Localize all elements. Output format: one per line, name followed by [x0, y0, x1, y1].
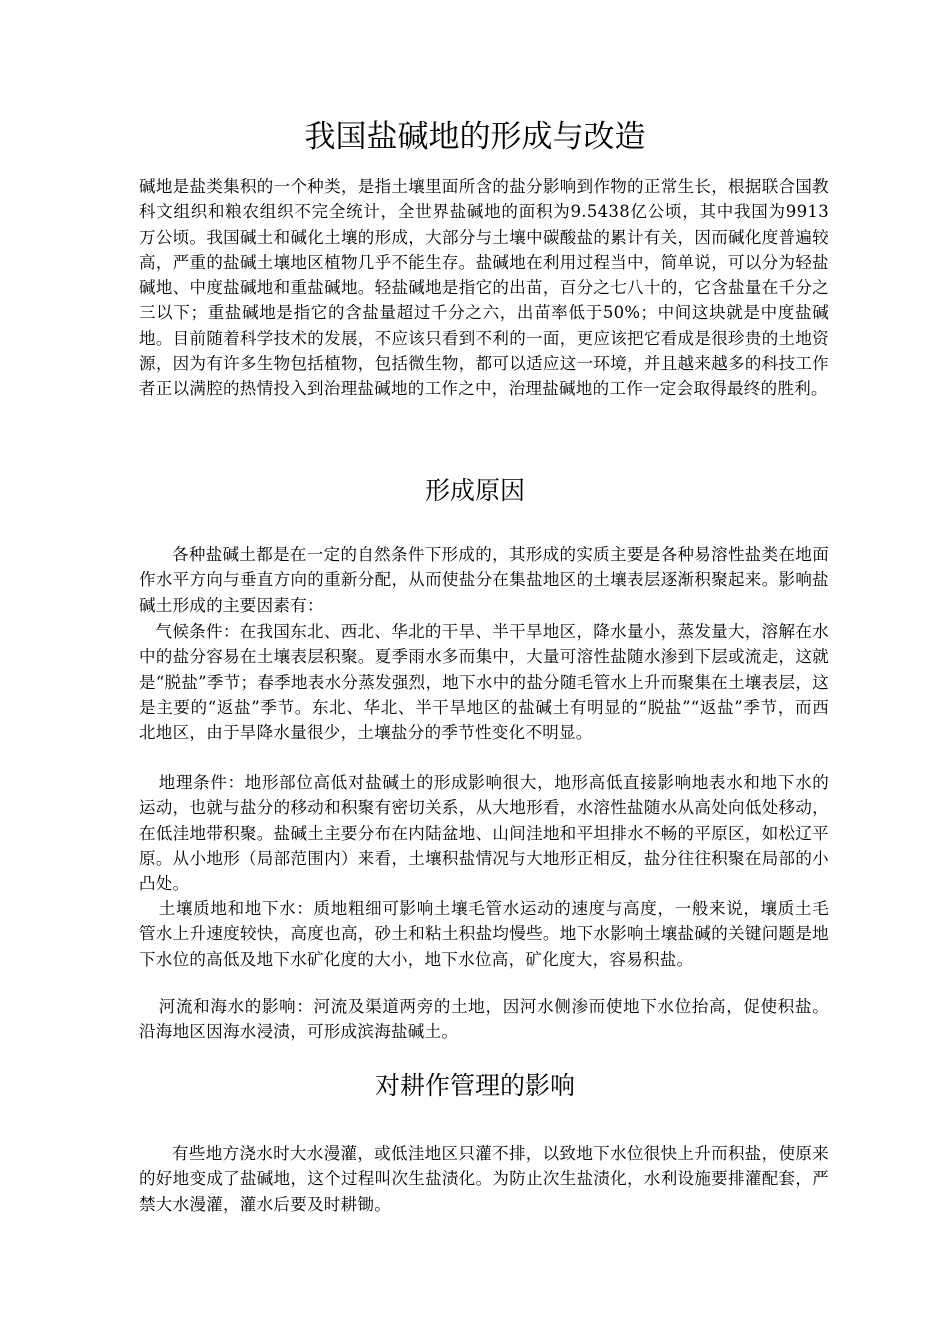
formation-overview-paragraph: 各种盐碱土都是在一定的自然条件下形成的，其形成的实质主要是各种易溶性盐类在地面作水平方向与垂直方向的重新分配，从而使盐分在集盐地区的土壤表层逐渐积聚起来。影响盐碱土形成的主要因素有：: [139, 545, 829, 615]
section-heading-farming-impact: 对耕作管理的影响: [374, 1071, 575, 1100]
climate-conditions-paragraph: 气候条件：在我国东北、西北、华北的干旱、半干旱地区，降水量小，蒸发量大，溶解在水中的盐分容易在土壤表层积聚。夏季雨水多而集中，大量可溶性盐随水渗到下层或流走，这就是“脱盐”季节；春季地表水分蒸发强烈，地下水中的盐分随毛管水上升而聚集在土壤表层，这是主要的“返盐”季节。东北、华北、半干旱地区的盐碱土有明显的“脱盐”“返盐”季节，而西北地区，由于旱降水量很少，土壤盐分的季节性变化不明显。: [139, 622, 829, 743]
farming-impact-paragraph: 有些地方浇水时大水漫灌，或低洼地区只灌不排，以致地下水位很快上升而积盐，使原来的好地变成了盐碱地，这个过程叫次生盐渍化。为防止次生盐渍化，水利设施要排灌配套，严禁大水漫灌，灌水后要及时耕锄。: [139, 1144, 829, 1214]
section-heading-formation-causes: 形成原因: [424, 476, 525, 505]
document-title: 我国盐碱地的形成与改造: [304, 119, 646, 155]
intro-paragraph: 碱地是盐类集积的一个种类，是指土壤里面所含的盐分影响到作物的正常生长，根据联合国教科文组织和粮农组织不完全统计，全世界盐碱地的面积为9.5438亿公顷，其中我国为9913万公顷。我国碱土和碱化土壤的形成，大部分与土壤中碳酸盐的累计有关，因而碱化度普遍较高，严重的盐碱土壤地区植物几乎不能生存。盐碱地在利用过程当中，简单说，可以分为轻盐碱地、中度盐碱地和重盐碱地。轻盐碱地是指它的出苗，百分之七八十的，它含盐量在千分之三以下；重盐碱地是指它的含盐量超过千分之六，出苗率低于50%；中间这块就是中度盐碱地。目前随着科学技术的发展，不应该只看到不利的一面，更应该把它看成是很珍贵的土地资源，因为有许多生物包括植物，包括微生物，都可以适应这一环境，并且越来越多的科技工作者正以满腔的热情投入到治理盐碱地的工作之中，治理盐碱地的工作一定会取得最终的胜利。: [139, 177, 829, 399]
river-seawater-paragraph: 河流和海水的影响：河流及渠道两旁的土地，因河水侧渗而使地下水位抬高，促使积盐。沿海地区因海水浸渍，可形成滨海盐碱土。: [139, 997, 829, 1042]
soil-texture-groundwater-paragraph: 土壤质地和地下水：质地粗细可影响土壤毛管水运动的速度与高度，一般来说，壤质土毛管水上升速度较快，高度也高，砂土和粘土积盐均慢些。地下水影响土壤盐碱的关键问题是地下水位的高低及地下水矿化度的大小，地下水位高，矿化度大，容易积盐。: [139, 899, 829, 969]
geographic-conditions-paragraph: 地理条件：地形部位高低对盐碱土的形成影响很大，地形高低直接影响地表水和地下水的运动，也就与盐分的移动和积聚有密切关系，从大地形看，水溶性盐随水从高处向低处移动，在低洼地带积聚。盐碱土主要分布在内陆盆地、山间洼地和平坦排水不畅的平原区，如松辽平原。从小地形（局部范围内）来看，土壤积盐情况与大地形正相反，盐分往往积聚在局部的小凸处。: [139, 773, 829, 894]
